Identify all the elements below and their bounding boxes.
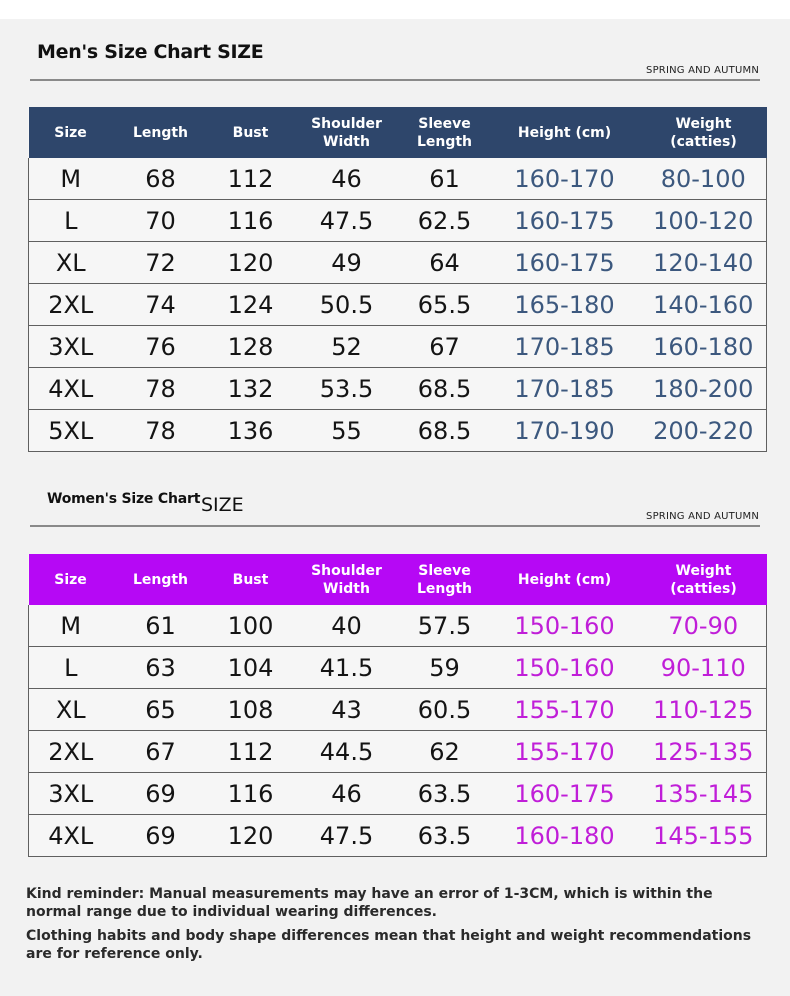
men-table-cell: XL: [29, 242, 113, 284]
women-table-row: [29, 605, 767, 647]
men-table-cell: 72: [113, 242, 209, 284]
men-table-cell: 55: [293, 410, 401, 452]
men-table-cell: 165-180: [489, 284, 641, 326]
women-table-cell: 43: [293, 689, 401, 731]
women-table-cell: 69: [113, 773, 209, 815]
reference-note: Clothing habits and body shape differences mean that height and weight recommendations are for reference only.: [26, 928, 752, 962]
men-table-cell: 116: [209, 200, 293, 242]
women-table-cell: 63: [113, 647, 209, 689]
women-table-cell: 63.5: [401, 773, 489, 815]
men-table-cell: 2XL: [29, 284, 113, 326]
women-table-cell: 125-135: [641, 731, 767, 773]
men-table-cell: 160-175: [489, 242, 641, 284]
men-table-row: [29, 242, 767, 284]
women-header-cell: Bust: [209, 554, 293, 605]
men-table-cell: M: [29, 158, 113, 200]
women-table-cell: 46: [293, 773, 401, 815]
women-header-row: [29, 554, 767, 605]
men-table-cell: 74: [113, 284, 209, 326]
men-table-row: [29, 284, 767, 326]
men-table-cell: 68: [113, 158, 209, 200]
men-table-cell: 132: [209, 368, 293, 410]
men-table-cell: 53.5: [293, 368, 401, 410]
women-table-cell: 155-170: [489, 731, 641, 773]
women-size-chart-suffix: SIZE: [201, 494, 244, 516]
men-table-cell: 170-185: [489, 368, 641, 410]
men-table-cell: 49: [293, 242, 401, 284]
women-table-cell: 104: [209, 647, 293, 689]
men-size-table: [28, 107, 767, 452]
men-header-row: [29, 107, 767, 158]
women-table-cell: 120: [209, 815, 293, 857]
women-table-cell: 155-170: [489, 689, 641, 731]
men-header-cell: Bust: [209, 107, 293, 158]
women-table-cell: 160-180: [489, 815, 641, 857]
women-table-body: [29, 605, 767, 857]
men-table-cell: 47.5: [293, 200, 401, 242]
women-table-cell: 67: [113, 731, 209, 773]
men-season-label: SPRING AND AUTUMN: [646, 65, 759, 76]
women-header-cell: Shoulder Width: [293, 554, 401, 605]
women-table-cell: 62: [401, 731, 489, 773]
men-header-cell: Sleeve Length: [401, 107, 489, 158]
women-table-cell: 69: [113, 815, 209, 857]
men-table-cell: 61: [401, 158, 489, 200]
women-table-cell: 41.5: [293, 647, 401, 689]
men-table-cell: 62.5: [401, 200, 489, 242]
women-table-cell: 135-145: [641, 773, 767, 815]
women-table-cell: 90-110: [641, 647, 767, 689]
men-title-divider: [30, 79, 760, 81]
women-table-cell: 44.5: [293, 731, 401, 773]
men-table-cell: 5XL: [29, 410, 113, 452]
men-table-cell: 3XL: [29, 326, 113, 368]
women-header-cell: Sleeve Length: [401, 554, 489, 605]
women-table-cell: 100: [209, 605, 293, 647]
women-size-table: [28, 554, 767, 857]
women-table-cell: 2XL: [29, 731, 113, 773]
women-table-cell: 112: [209, 731, 293, 773]
men-table-cell: 160-180: [641, 326, 767, 368]
men-table-cell: 200-220: [641, 410, 767, 452]
men-table-cell: 67: [401, 326, 489, 368]
women-table-cell: 57.5: [401, 605, 489, 647]
women-table-row: [29, 731, 767, 773]
kind-reminder-note: Kind reminder: Manual measurements may have an error of 1-3CM, which is within the normal range due to individual wearing differences.: [26, 886, 713, 920]
men-header-cell: Shoulder Width: [293, 107, 401, 158]
women-table-cell: 3XL: [29, 773, 113, 815]
women-header-cell: Weight (catties): [641, 554, 767, 605]
women-table-row: [29, 773, 767, 815]
top-band: [0, 0, 790, 19]
men-table-cell: 120-140: [641, 242, 767, 284]
women-table-row: [29, 815, 767, 857]
men-table-row: [29, 368, 767, 410]
men-table-cell: 50.5: [293, 284, 401, 326]
women-header-cell: Size: [29, 554, 113, 605]
men-header-cell: Weight (catties): [641, 107, 767, 158]
men-table-cell: 52: [293, 326, 401, 368]
women-table-cell: 70-90: [641, 605, 767, 647]
men-table-cell: 140-160: [641, 284, 767, 326]
women-title-divider: [30, 525, 760, 527]
men-table-cell: 170-185: [489, 326, 641, 368]
women-table-cell: 150-160: [489, 647, 641, 689]
men-table-cell: 100-120: [641, 200, 767, 242]
women-table-cell: 160-175: [489, 773, 641, 815]
women-table-cell: 150-160: [489, 605, 641, 647]
men-table-cell: 120: [209, 242, 293, 284]
women-table-cell: 4XL: [29, 815, 113, 857]
women-table-cell: 116: [209, 773, 293, 815]
women-table-cell: 108: [209, 689, 293, 731]
women-size-chart-title: Women's Size Chart: [47, 491, 201, 507]
women-table-cell: M: [29, 605, 113, 647]
women-table-cell: 60.5: [401, 689, 489, 731]
women-table-cell: L: [29, 647, 113, 689]
men-table-cell: 128: [209, 326, 293, 368]
men-table-cell: 78: [113, 368, 209, 410]
women-season-label: SPRING AND AUTUMN: [646, 511, 759, 522]
men-table-cell: 112: [209, 158, 293, 200]
women-table-cell: 63.5: [401, 815, 489, 857]
men-table-cell: 68.5: [401, 410, 489, 452]
men-table-cell: 124: [209, 284, 293, 326]
men-table-cell: 46: [293, 158, 401, 200]
women-header-cell: Length: [113, 554, 209, 605]
men-header-cell: Length: [113, 107, 209, 158]
men-table-cell: 170-190: [489, 410, 641, 452]
men-table-cell: L: [29, 200, 113, 242]
women-table-cell: 110-125: [641, 689, 767, 731]
men-table-cell: 160-175: [489, 200, 641, 242]
men-table-cell: 70: [113, 200, 209, 242]
men-table-cell: 180-200: [641, 368, 767, 410]
men-table-cell: 78: [113, 410, 209, 452]
men-table-row: [29, 200, 767, 242]
women-table-row: [29, 689, 767, 731]
women-table-cell: 61: [113, 605, 209, 647]
women-table-cell: 40: [293, 605, 401, 647]
women-table-cell: 59: [401, 647, 489, 689]
men-table-body: [29, 158, 767, 452]
women-table-cell: XL: [29, 689, 113, 731]
women-table-row: [29, 647, 767, 689]
men-table-cell: 4XL: [29, 368, 113, 410]
women-header-cell: Height (cm): [489, 554, 641, 605]
men-header-cell: Height (cm): [489, 107, 641, 158]
women-table-cell: 65: [113, 689, 209, 731]
men-table-cell: 136: [209, 410, 293, 452]
men-table-cell: 68.5: [401, 368, 489, 410]
men-table-cell: 64: [401, 242, 489, 284]
men-table-cell: 80-100: [641, 158, 767, 200]
men-table-row: [29, 410, 767, 452]
women-table-cell: 47.5: [293, 815, 401, 857]
men-size-chart-title: Men's Size Chart SIZE: [37, 41, 264, 63]
men-header-cell: Size: [29, 107, 113, 158]
men-table-row: [29, 158, 767, 200]
men-table-cell: 160-170: [489, 158, 641, 200]
men-table-cell: 76: [113, 326, 209, 368]
women-table-cell: 145-155: [641, 815, 767, 857]
men-table-cell: 65.5: [401, 284, 489, 326]
men-table-row: [29, 326, 767, 368]
